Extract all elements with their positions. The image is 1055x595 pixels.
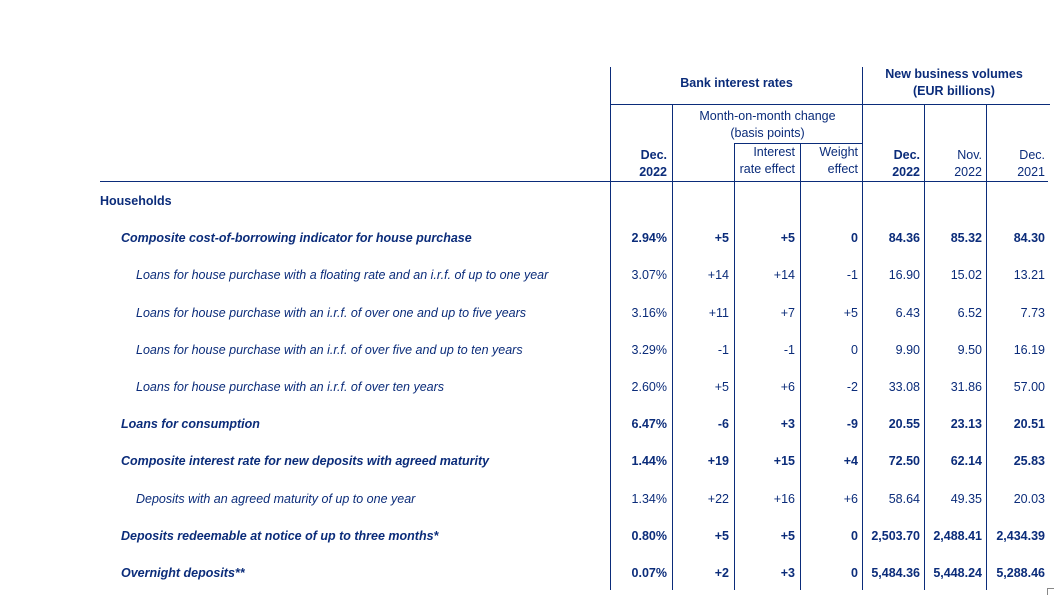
mom-change-cell: +14	[707, 268, 729, 282]
weight-effect-cell: 0	[851, 566, 858, 580]
column-divider	[734, 143, 735, 590]
table-row	[0, 414, 1055, 434]
column-divider	[862, 67, 863, 590]
rate-cell: 0.80%	[631, 529, 667, 543]
table-row	[0, 303, 1055, 323]
header-bottom-rule	[100, 181, 1048, 182]
volume-dec-2022-cell: 58.64	[888, 492, 920, 506]
weight-effect-cell: +5	[843, 306, 858, 320]
weight-effect-cell: -9	[846, 417, 858, 431]
interest-rate-effect-header: Interest rate effect	[739, 145, 795, 176]
row-label: Deposits with an agreed maturity of up to one year	[136, 492, 416, 506]
rate-cell: 1.34%	[631, 492, 667, 506]
volume-nov-2022-cell: 31.86	[950, 380, 982, 394]
mom-change-cell: +5	[714, 231, 729, 245]
row-label: Composite cost-of-borrowing indicator for house purchase	[121, 231, 472, 245]
table-row	[0, 451, 1055, 471]
rate-cell: 3.07%	[631, 268, 667, 282]
table-row	[0, 489, 1055, 509]
mom-change-cell: +11	[708, 306, 729, 320]
rate-cell: 2.60%	[631, 380, 667, 394]
column-divider	[610, 67, 611, 590]
volume-nov-2022-cell: 9.50	[957, 343, 982, 357]
volume-nov-2022-cell: 6.52	[957, 306, 982, 320]
bank-interest-rates-header: Bank interest rates	[680, 76, 793, 90]
table-row	[0, 377, 1055, 397]
interest-rate-effect-cell: +3	[780, 417, 795, 431]
interest-rate-effect-cell: +3	[780, 566, 795, 580]
volume-dec-2022-cell: 2,503.70	[871, 529, 920, 543]
interest-rate-effect-cell: +16	[773, 492, 795, 506]
weight-effect-cell: +4	[843, 454, 858, 468]
volume-dec-2021-cell: 20.03	[1013, 492, 1045, 506]
weight-effect-cell: +6	[843, 492, 858, 506]
volume-dec-2021-header: Dec. 2021	[1017, 148, 1045, 179]
volume-nov-2022-cell: 15.02	[950, 268, 982, 282]
volume-nov-2022-cell: 49.35	[950, 492, 982, 506]
mom-change-cell: +22	[707, 492, 729, 506]
interest-rate-effect-cell: +15	[773, 454, 795, 468]
mom-change-cell: +19	[707, 454, 729, 468]
volume-dec-2022-cell: 6.43	[895, 306, 920, 320]
volume-dec-2022-cell: 84.36	[888, 231, 920, 245]
volume-dec-2021-cell: 57.00	[1013, 380, 1045, 394]
volume-nov-2022-cell: 85.32	[950, 231, 982, 245]
interest-rate-effect-cell: +14	[773, 268, 795, 282]
mom-change-cell: +2	[714, 566, 729, 580]
rate-cell: 0.07%	[631, 566, 667, 580]
volume-dec-2022-cell: 16.90	[888, 268, 920, 282]
table-row	[0, 563, 1055, 583]
volume-dec-2022-cell: 5,484.36	[871, 566, 920, 580]
volume-dec-2022-header: Dec. 2022	[892, 148, 920, 179]
volume-dec-2021-cell: 84.30	[1013, 231, 1045, 245]
mom-change-cell: +5	[714, 380, 729, 394]
weight-effect-cell: -2	[846, 380, 858, 394]
interest-rate-effect-cell: +7	[780, 306, 795, 320]
table-row	[0, 265, 1055, 285]
volume-nov-2022-cell: 2,488.41	[933, 529, 982, 543]
row-label: Composite interest rate for new deposits with agreed maturity	[121, 454, 490, 468]
row-label: Loans for consumption	[121, 417, 260, 431]
rate-cell: 3.16%	[631, 306, 667, 320]
interest-rate-effect-cell: -1	[783, 343, 795, 357]
section-title-households: Households	[100, 194, 172, 208]
volume-dec-2022-cell: 33.08	[888, 380, 920, 394]
volume-dec-2021-cell: 7.73	[1020, 306, 1045, 320]
weight-effect-cell: 0	[851, 231, 858, 245]
weight-effect-cell: 0	[851, 343, 858, 357]
interest-rate-effect-cell: +5	[780, 231, 795, 245]
rate-dec-2022-header: Dec. 2022	[639, 148, 667, 179]
row-label: Loans for house purchase with an i.r.f. of over ten years	[136, 380, 445, 394]
rate-cell: 1.44%	[631, 454, 667, 468]
new-business-volumes-header: New business volumes (EUR billions)	[885, 67, 1023, 98]
rate-cell: 3.29%	[631, 343, 667, 357]
row-label: Loans for house purchase with an i.r.f. of over five and up to ten years	[136, 343, 523, 357]
volume-dec-2021-cell: 13.21	[1013, 268, 1045, 282]
rate-cell: 6.47%	[631, 417, 667, 431]
interest-rate-effect-cell: +6	[780, 380, 795, 394]
volume-nov-2022-cell: 5,448.24	[933, 566, 982, 580]
weight-effect-cell: 0	[851, 529, 858, 543]
volume-dec-2022-cell: 20.55	[888, 417, 920, 431]
interest-rate-effect-cell: +5	[780, 529, 795, 543]
mom-change-cell: +5	[714, 529, 729, 543]
volume-nov-2022-cell: 23.13	[950, 417, 982, 431]
volume-dec-2021-cell: 25.83	[1013, 454, 1045, 468]
resize-corner	[1047, 588, 1054, 595]
weight-effect-header: Weight effect	[819, 145, 858, 176]
volume-dec-2021-cell: 5,288.46	[996, 566, 1045, 580]
header-rule	[610, 104, 1050, 105]
rate-cell: 2.94%	[631, 231, 667, 245]
row-label: Deposits redeemable at notice of up to three months*	[121, 529, 439, 543]
column-divider	[800, 143, 801, 590]
weight-effect-cell: -1	[846, 268, 858, 282]
table-row	[0, 526, 1055, 546]
volume-dec-2022-cell: 72.50	[888, 454, 920, 468]
row-label: Loans for house purchase with a floating rate and an i.r.f. of up to one year	[136, 268, 549, 282]
volume-dec-2021-cell: 16.19	[1013, 343, 1045, 357]
volume-dec-2021-cell: 2,434.39	[996, 529, 1045, 543]
table-row	[0, 228, 1055, 248]
row-label: Loans for house purchase with an i.r.f. of over one and up to five years	[136, 306, 527, 320]
volume-nov-2022-header: Nov. 2022	[954, 148, 982, 179]
volume-dec-2022-cell: 9.90	[895, 343, 920, 357]
month-on-month-change-header: Month-on-month change (basis points)	[699, 109, 836, 140]
volume-dec-2021-cell: 20.51	[1013, 417, 1045, 431]
row-label: Overnight deposits**	[121, 566, 245, 580]
table-row	[0, 340, 1055, 360]
mom-change-cell: -6	[717, 417, 729, 431]
volume-nov-2022-cell: 62.14	[950, 454, 982, 468]
mom-change-cell: -1	[717, 343, 729, 357]
